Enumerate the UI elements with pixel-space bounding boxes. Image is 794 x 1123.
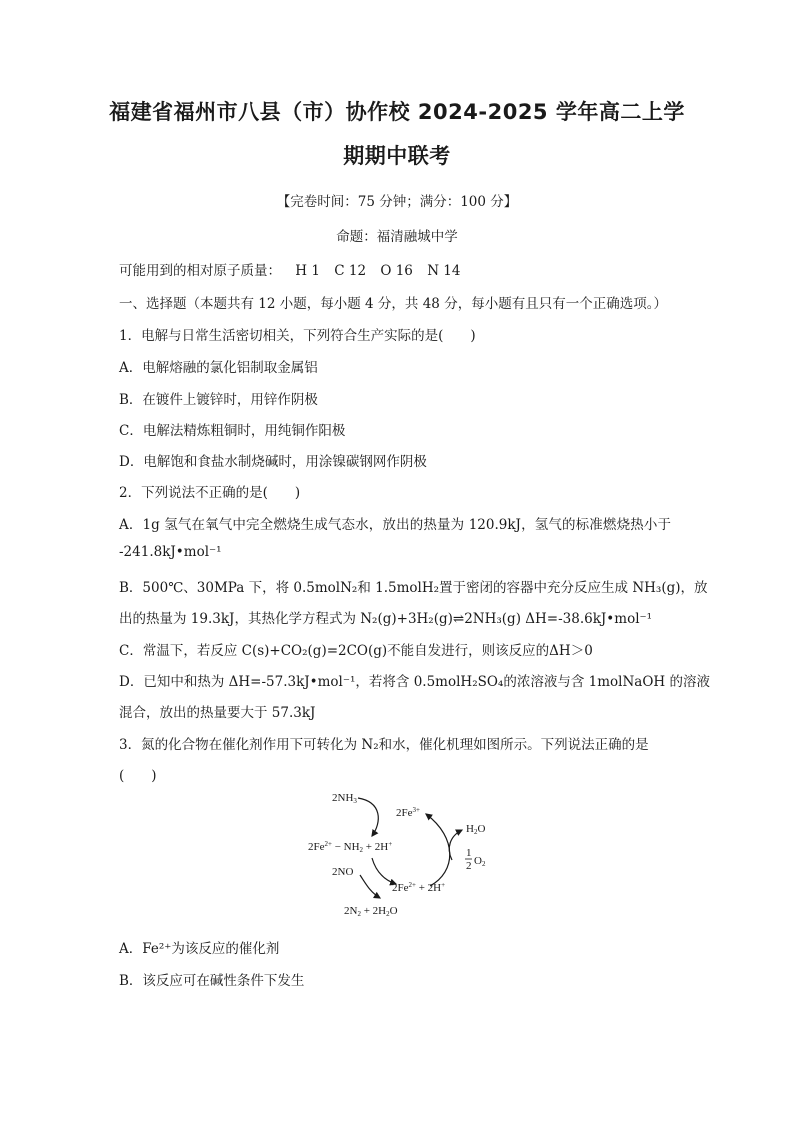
arrow-fe2-to-fe3 — [426, 814, 450, 886]
label-h2o: H2O — [466, 823, 486, 836]
label-intermediate: $2Fe^{2+} - NH2 + 2H^+$ — [308, 840, 393, 854]
label-products: 2N2 + 2H2O — [344, 905, 398, 918]
q2-option-a-line2: -241.8kJ•mol⁻¹ — [119, 544, 222, 560]
catalytic-mechanism-diagram — [300, 788, 500, 920]
arrow-to-h2o — [449, 830, 462, 860]
mass-n: N 14 — [427, 263, 461, 279]
exam-info: 【完卷时间：75 分钟；满分：100 分】 — [276, 194, 518, 210]
q3-stem-line2: ( ) — [119, 768, 157, 784]
label-2no: 2NO — [332, 866, 354, 878]
mass-c: C 12 — [334, 263, 367, 279]
q1-option-c: C．电解法精炼粗铜时，用纯铜作阳极 — [119, 423, 346, 439]
q2-option-b-line2: 出的热量为 19.3kJ，其热化学方程式为 N₂(g)+3H₂(g)⇌2NH₃(g) ΔH=-38.6kJ•mol⁻¹ — [119, 611, 653, 627]
label-o2: O2 — [474, 855, 486, 868]
label-half-num: 1 — [466, 847, 472, 859]
mass-h: H 1 — [295, 263, 320, 279]
q3-option-a: A．Fe²⁺为该反应的催化剂 — [119, 941, 280, 957]
arrow-nh3-to-intermediate — [358, 798, 378, 836]
q1-option-b: B．在镀件上镀锌时，用锌作阴极 — [119, 392, 318, 408]
author-line: 命题：福清融城中学 — [336, 229, 458, 245]
q2-option-d-line2: 混合，放出的热量要大于 57.3kJ — [119, 705, 316, 721]
q3-stem-line1: 3．氮的化合物在催化剂作用下可转化为 N₂和水，催化机理如图所示。下列说法正确的是 — [119, 737, 649, 753]
q3-option-b: B．该反应可在碱性条件下发生 — [119, 973, 305, 989]
q2-option-c: C．常温下，若反应 C(s)+CO₂(g)=2CO(g)不能自发进行，则该反应的ΔH＞0 — [119, 643, 593, 659]
q1-option-d: D．电解饱和食盐水制烧碱时，用涂镍碳钢网作阴极 — [119, 454, 427, 470]
q1-stem: 1．电解与日常生活密切相关，下列符合生产实际的是( ) — [119, 328, 476, 344]
label-fe2-h: $2Fe^{2+} + 2H^+$ — [392, 881, 446, 894]
atomic-masses — [119, 259, 461, 279]
exam-title-line2: 期期中联考 — [343, 144, 451, 168]
q2-option-d-line1: D．已知中和热为 ΔH=-57.3kJ•mol⁻¹，若将含 0.5molH₂SO₄的浓溶液与含 1molNaOH 的溶液 — [119, 674, 710, 690]
label-half-den: 2 — [466, 860, 472, 872]
exam-title-line1: 福建省福州市八县（市）协作校 2024-2025 学年高二上学 — [109, 100, 685, 124]
arrow-intermediate-to-fe2 — [372, 858, 396, 884]
label-2fe3: $2Fe^{3+}$ — [396, 806, 420, 819]
mass-o: O 16 — [380, 263, 413, 279]
section-heading: 一、选择题（本题共有 12 小题，每小题 4 分，共 48 分，每小题有且只有一个正确选项。） — [119, 296, 667, 312]
q1-option-a: A．电解熔融的氯化铝制取金属铝 — [119, 360, 318, 376]
q2-stem: 2．下列说法不正确的是( ) — [119, 485, 301, 501]
arrow-no-to-products — [360, 875, 380, 898]
q2-option-a-line1: A．1g 氢气在氧气中完全燃烧生成气态水，放出的热量为 120.9kJ，氢气的标准燃烧热小于 — [119, 517, 671, 533]
q2-option-b-line1: B．500℃、30MPa 下，将 0.5molN₂和 1.5molH₂置于密闭的容器中充分反应生成 NH₃(g)，放 — [119, 580, 708, 596]
atomic-masses-label: 可能用到的相对原子质量： — [119, 263, 281, 279]
label-2nh3: 2NH3 — [332, 792, 357, 805]
